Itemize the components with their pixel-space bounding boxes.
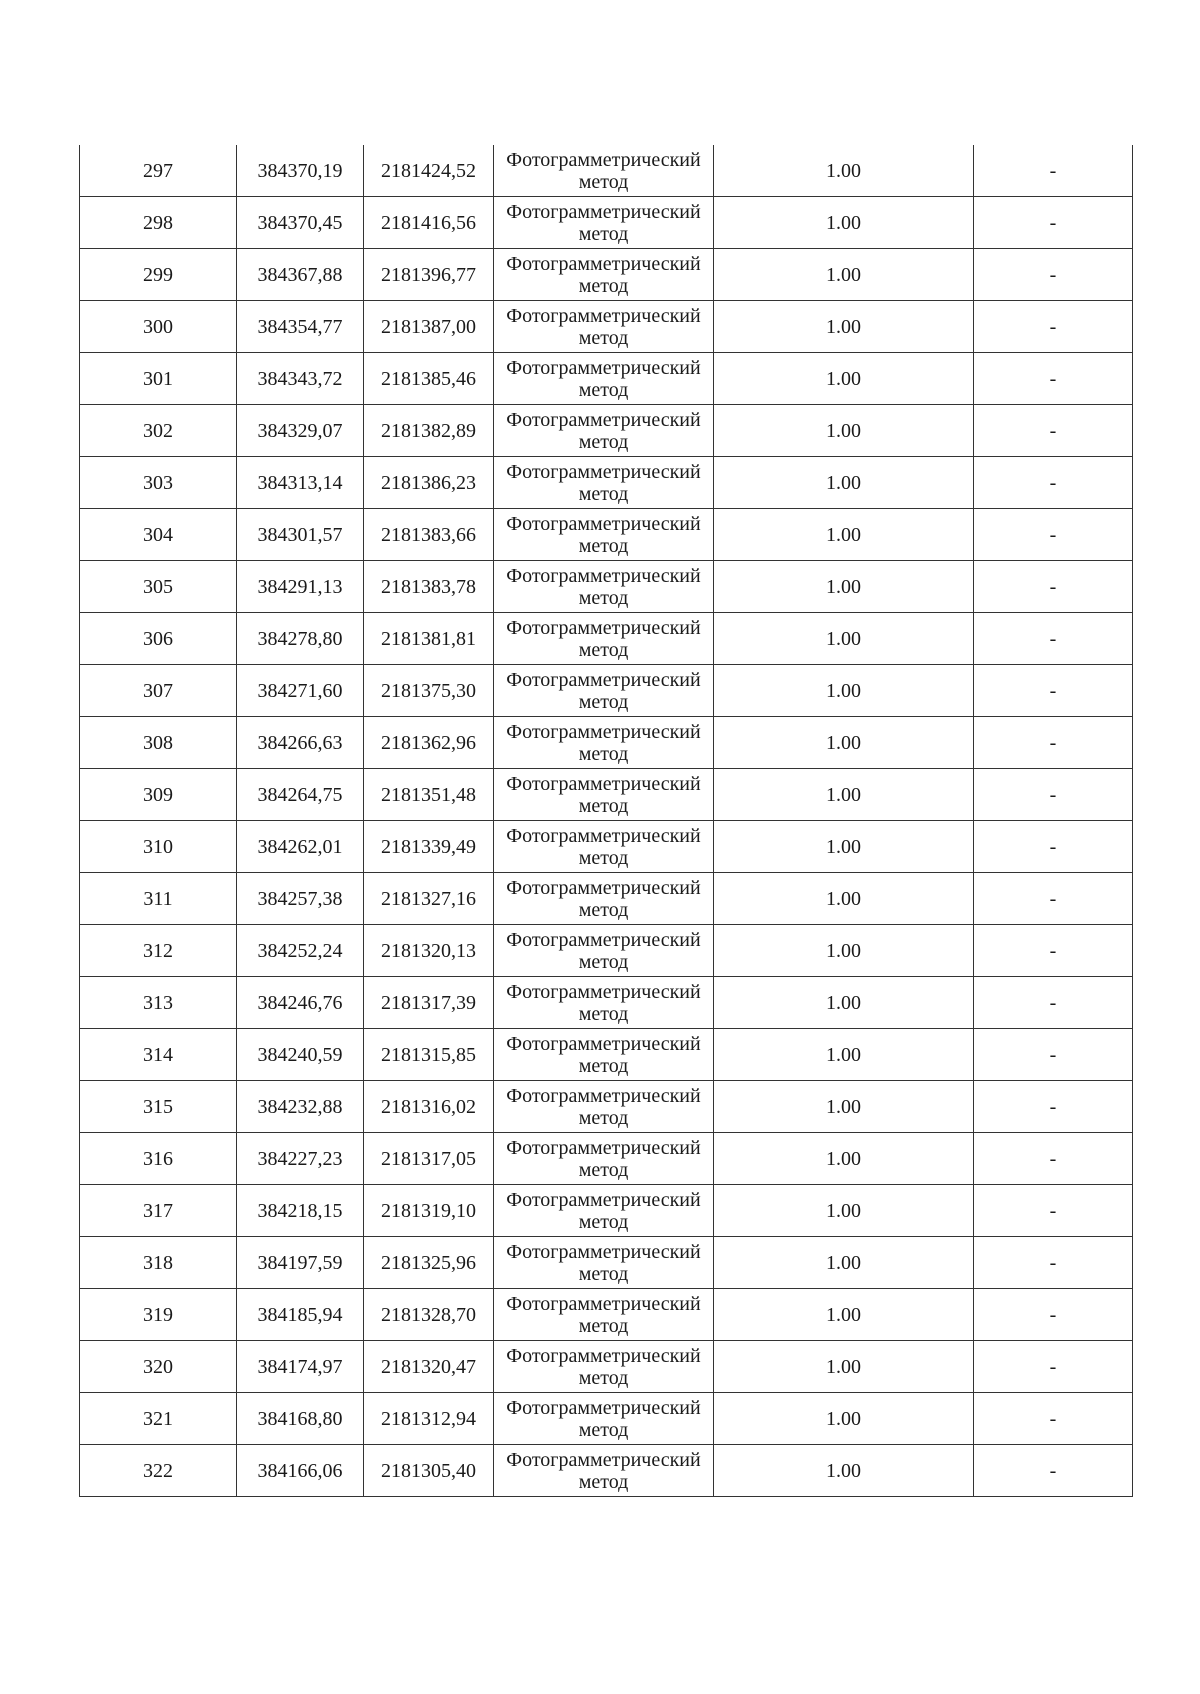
y-coordinate-cell: 2181305,40 xyxy=(364,1445,494,1497)
point-number-cell: 308 xyxy=(80,717,237,769)
method-cell xyxy=(494,561,714,613)
y-coordinate-cell: 2181362,96 xyxy=(364,717,494,769)
point-number-cell: 299 xyxy=(80,249,237,301)
x-coordinate-cell: 384271,60 xyxy=(237,665,364,717)
table-row xyxy=(80,457,1133,509)
point-number-cell: 314 xyxy=(80,1029,237,1081)
x-coordinate-cell: 384246,76 xyxy=(237,977,364,1029)
note-cell: - xyxy=(974,1133,1133,1185)
point-number-cell: 311 xyxy=(80,873,237,925)
method-line-2: метод xyxy=(578,326,629,349)
x-coordinate-cell: 384370,45 xyxy=(237,197,364,249)
y-coordinate-cell: 2181320,47 xyxy=(364,1341,494,1393)
accuracy-cell: 1.00 xyxy=(714,301,974,353)
method-line-1: Фотограмметрический xyxy=(506,1448,701,1471)
method-line-2: метод xyxy=(578,170,629,193)
accuracy-cell: 1.00 xyxy=(714,1081,974,1133)
method-line-1: Фотограмметрический xyxy=(506,1344,701,1367)
y-coordinate-cell: 2181382,89 xyxy=(364,405,494,457)
x-coordinate-cell: 384262,01 xyxy=(237,821,364,873)
y-coordinate-cell: 2181351,48 xyxy=(364,769,494,821)
y-coordinate-cell: 2181381,81 xyxy=(364,613,494,665)
method-line-2: метод xyxy=(578,898,629,921)
method-line-2: метод xyxy=(578,1418,629,1441)
method-line-1: Фотограмметрический xyxy=(506,876,701,899)
method-line-1: Фотограмметрический xyxy=(506,1136,701,1159)
method-line-2: метод xyxy=(578,846,629,869)
y-coordinate-cell: 2181328,70 xyxy=(364,1289,494,1341)
method-cell xyxy=(494,1393,714,1445)
method-line-2: метод xyxy=(578,1054,629,1077)
method-line-1: Фотограмметрический xyxy=(506,1032,701,1055)
note-cell: - xyxy=(974,301,1133,353)
table-row xyxy=(80,665,1133,717)
y-coordinate-cell: 2181386,23 xyxy=(364,457,494,509)
method-line-2: метод xyxy=(578,742,629,765)
accuracy-cell: 1.00 xyxy=(714,1393,974,1445)
note-cell: - xyxy=(974,145,1133,197)
table-row xyxy=(80,821,1133,873)
note-cell: - xyxy=(974,353,1133,405)
x-coordinate-cell: 384343,72 xyxy=(237,353,364,405)
x-coordinate-cell: 384291,13 xyxy=(237,561,364,613)
method-line-2: метод xyxy=(578,950,629,973)
x-coordinate-cell: 384278,80 xyxy=(237,613,364,665)
method-line-1: Фотограмметрический xyxy=(506,720,701,743)
point-number-cell: 319 xyxy=(80,1289,237,1341)
accuracy-cell: 1.00 xyxy=(714,405,974,457)
accuracy-cell: 1.00 xyxy=(714,145,974,197)
y-coordinate-cell: 2181424,52 xyxy=(364,145,494,197)
table-row xyxy=(80,1133,1133,1185)
method-cell xyxy=(494,1029,714,1081)
point-number-cell: 315 xyxy=(80,1081,237,1133)
x-coordinate-cell: 384232,88 xyxy=(237,1081,364,1133)
method-cell xyxy=(494,1341,714,1393)
method-line-2: метод xyxy=(578,1470,629,1493)
point-number-cell: 305 xyxy=(80,561,237,613)
method-line-1: Фотограмметрический xyxy=(506,148,701,171)
method-line-2: метод xyxy=(578,1210,629,1233)
point-number-cell: 301 xyxy=(80,353,237,405)
y-coordinate-cell: 2181316,02 xyxy=(364,1081,494,1133)
accuracy-cell: 1.00 xyxy=(714,665,974,717)
method-line-1: Фотограмметрический xyxy=(506,668,701,691)
method-cell xyxy=(494,925,714,977)
note-cell: - xyxy=(974,197,1133,249)
method-cell xyxy=(494,1133,714,1185)
coordinates-table xyxy=(79,145,1133,1497)
accuracy-cell: 1.00 xyxy=(714,925,974,977)
table-row xyxy=(80,1237,1133,1289)
method-line-2: метод xyxy=(578,274,629,297)
method-cell xyxy=(494,145,714,197)
method-line-2: метод xyxy=(578,534,629,557)
accuracy-cell: 1.00 xyxy=(714,457,974,509)
y-coordinate-cell: 2181317,05 xyxy=(364,1133,494,1185)
method-line-2: метод xyxy=(578,794,629,817)
table-row xyxy=(80,1185,1133,1237)
accuracy-cell: 1.00 xyxy=(714,1341,974,1393)
method-line-1: Фотограмметрический xyxy=(506,252,701,275)
method-line-1: Фотограмметрический xyxy=(506,928,701,951)
accuracy-cell: 1.00 xyxy=(714,717,974,769)
method-cell xyxy=(494,769,714,821)
method-line-1: Фотограмметрический xyxy=(506,460,701,483)
x-coordinate-cell: 384252,24 xyxy=(237,925,364,977)
method-cell xyxy=(494,301,714,353)
point-number-cell: 307 xyxy=(80,665,237,717)
method-line-2: метод xyxy=(578,1106,629,1129)
point-number-cell: 309 xyxy=(80,769,237,821)
table-row xyxy=(80,561,1133,613)
table-row xyxy=(80,977,1133,1029)
method-line-2: метод xyxy=(578,586,629,609)
table-row xyxy=(80,1029,1133,1081)
point-number-cell: 298 xyxy=(80,197,237,249)
x-coordinate-cell: 384168,80 xyxy=(237,1393,364,1445)
method-cell xyxy=(494,613,714,665)
x-coordinate-cell: 384227,23 xyxy=(237,1133,364,1185)
method-cell xyxy=(494,665,714,717)
x-coordinate-cell: 384174,97 xyxy=(237,1341,364,1393)
accuracy-cell: 1.00 xyxy=(714,1133,974,1185)
accuracy-cell: 1.00 xyxy=(714,1289,974,1341)
x-coordinate-cell: 384367,88 xyxy=(237,249,364,301)
method-line-2: метод xyxy=(578,378,629,401)
method-line-1: Фотограмметрический xyxy=(506,512,701,535)
note-cell: - xyxy=(974,1445,1133,1497)
method-cell xyxy=(494,509,714,561)
note-cell: - xyxy=(974,873,1133,925)
point-number-cell: 313 xyxy=(80,977,237,1029)
point-number-cell: 317 xyxy=(80,1185,237,1237)
y-coordinate-cell: 2181383,66 xyxy=(364,509,494,561)
accuracy-cell: 1.00 xyxy=(714,977,974,1029)
note-cell: - xyxy=(974,821,1133,873)
table-row xyxy=(80,301,1133,353)
method-line-2: метод xyxy=(578,1366,629,1389)
table-row xyxy=(80,613,1133,665)
table-row xyxy=(80,1081,1133,1133)
method-line-2: метод xyxy=(578,690,629,713)
point-number-cell: 312 xyxy=(80,925,237,977)
method-line-1: Фотограмметрический xyxy=(506,1084,701,1107)
table-row xyxy=(80,717,1133,769)
y-coordinate-cell: 2181325,96 xyxy=(364,1237,494,1289)
table-row xyxy=(80,145,1133,197)
note-cell: - xyxy=(974,1029,1133,1081)
method-cell xyxy=(494,353,714,405)
table-row xyxy=(80,405,1133,457)
method-cell xyxy=(494,249,714,301)
table-row xyxy=(80,197,1133,249)
method-cell xyxy=(494,197,714,249)
x-coordinate-cell: 384313,14 xyxy=(237,457,364,509)
table-row xyxy=(80,1445,1133,1497)
table-row xyxy=(80,353,1133,405)
note-cell: - xyxy=(974,1237,1133,1289)
method-line-2: метод xyxy=(578,430,629,453)
method-line-1: Фотограмметрический xyxy=(506,564,701,587)
note-cell: - xyxy=(974,977,1133,1029)
y-coordinate-cell: 2181319,10 xyxy=(364,1185,494,1237)
y-coordinate-cell: 2181416,56 xyxy=(364,197,494,249)
coordinates-table-body xyxy=(80,145,1133,1497)
method-line-1: Фотограмметрический xyxy=(506,356,701,379)
point-number-cell: 297 xyxy=(80,145,237,197)
x-coordinate-cell: 384257,38 xyxy=(237,873,364,925)
method-cell xyxy=(494,1445,714,1497)
method-line-2: метод xyxy=(578,482,629,505)
table-row xyxy=(80,925,1133,977)
y-coordinate-cell: 2181385,46 xyxy=(364,353,494,405)
method-line-2: метод xyxy=(578,1314,629,1337)
method-line-1: Фотограмметрический xyxy=(506,408,701,431)
method-line-1: Фотограмметрический xyxy=(506,772,701,795)
method-line-1: Фотограмметрический xyxy=(506,980,701,1003)
point-number-cell: 321 xyxy=(80,1393,237,1445)
note-cell: - xyxy=(974,561,1133,613)
accuracy-cell: 1.00 xyxy=(714,197,974,249)
y-coordinate-cell: 2181315,85 xyxy=(364,1029,494,1081)
accuracy-cell: 1.00 xyxy=(714,613,974,665)
method-line-2: метод xyxy=(578,1158,629,1181)
x-coordinate-cell: 384197,59 xyxy=(237,1237,364,1289)
accuracy-cell: 1.00 xyxy=(714,1445,974,1497)
point-number-cell: 310 xyxy=(80,821,237,873)
x-coordinate-cell: 384329,07 xyxy=(237,405,364,457)
accuracy-cell: 1.00 xyxy=(714,821,974,873)
method-line-1: Фотограмметрический xyxy=(506,1292,701,1315)
method-cell xyxy=(494,1237,714,1289)
note-cell: - xyxy=(974,769,1133,821)
method-cell xyxy=(494,1289,714,1341)
point-number-cell: 320 xyxy=(80,1341,237,1393)
x-coordinate-cell: 384264,75 xyxy=(237,769,364,821)
accuracy-cell: 1.00 xyxy=(714,1237,974,1289)
accuracy-cell: 1.00 xyxy=(714,1029,974,1081)
point-number-cell: 304 xyxy=(80,509,237,561)
y-coordinate-cell: 2181312,94 xyxy=(364,1393,494,1445)
method-cell xyxy=(494,1185,714,1237)
method-line-1: Фотограмметрический xyxy=(506,1240,701,1263)
y-coordinate-cell: 2181375,30 xyxy=(364,665,494,717)
note-cell: - xyxy=(974,613,1133,665)
method-line-1: Фотограмметрический xyxy=(506,1188,701,1211)
note-cell: - xyxy=(974,925,1133,977)
method-line-1: Фотограмметрический xyxy=(506,1396,701,1419)
method-cell xyxy=(494,717,714,769)
note-cell: - xyxy=(974,457,1133,509)
note-cell: - xyxy=(974,405,1133,457)
note-cell: - xyxy=(974,665,1133,717)
accuracy-cell: 1.00 xyxy=(714,873,974,925)
y-coordinate-cell: 2181339,49 xyxy=(364,821,494,873)
point-number-cell: 322 xyxy=(80,1445,237,1497)
y-coordinate-cell: 2181327,16 xyxy=(364,873,494,925)
note-cell: - xyxy=(974,249,1133,301)
y-coordinate-cell: 2181317,39 xyxy=(364,977,494,1029)
point-number-cell: 306 xyxy=(80,613,237,665)
table-row xyxy=(80,1341,1133,1393)
method-cell xyxy=(494,405,714,457)
table-row xyxy=(80,1393,1133,1445)
point-number-cell: 318 xyxy=(80,1237,237,1289)
accuracy-cell: 1.00 xyxy=(714,509,974,561)
method-cell xyxy=(494,457,714,509)
point-number-cell: 302 xyxy=(80,405,237,457)
note-cell: - xyxy=(974,1341,1133,1393)
x-coordinate-cell: 384166,06 xyxy=(237,1445,364,1497)
method-line-2: метод xyxy=(578,1002,629,1025)
method-line-2: метод xyxy=(578,638,629,661)
method-line-1: Фотограмметрический xyxy=(506,200,701,223)
method-line-2: метод xyxy=(578,1262,629,1285)
x-coordinate-cell: 384370,19 xyxy=(237,145,364,197)
table-row xyxy=(80,873,1133,925)
method-cell xyxy=(494,1081,714,1133)
note-cell: - xyxy=(974,1289,1133,1341)
point-number-cell: 316 xyxy=(80,1133,237,1185)
method-line-2: метод xyxy=(578,222,629,245)
method-line-1: Фотограмметрический xyxy=(506,616,701,639)
y-coordinate-cell: 2181320,13 xyxy=(364,925,494,977)
accuracy-cell: 1.00 xyxy=(714,1185,974,1237)
point-number-cell: 300 xyxy=(80,301,237,353)
point-number-cell: 303 xyxy=(80,457,237,509)
note-cell: - xyxy=(974,1081,1133,1133)
x-coordinate-cell: 384185,94 xyxy=(237,1289,364,1341)
x-coordinate-cell: 384266,63 xyxy=(237,717,364,769)
note-cell: - xyxy=(974,717,1133,769)
x-coordinate-cell: 384301,57 xyxy=(237,509,364,561)
method-cell xyxy=(494,873,714,925)
table-row xyxy=(80,769,1133,821)
method-cell xyxy=(494,821,714,873)
method-line-1: Фотограмметрический xyxy=(506,304,701,327)
method-cell xyxy=(494,977,714,1029)
accuracy-cell: 1.00 xyxy=(714,561,974,613)
note-cell: - xyxy=(974,1185,1133,1237)
table-row xyxy=(80,1289,1133,1341)
x-coordinate-cell: 384218,15 xyxy=(237,1185,364,1237)
table-row xyxy=(80,509,1133,561)
y-coordinate-cell: 2181396,77 xyxy=(364,249,494,301)
x-coordinate-cell: 384354,77 xyxy=(237,301,364,353)
y-coordinate-cell: 2181387,00 xyxy=(364,301,494,353)
x-coordinate-cell: 384240,59 xyxy=(237,1029,364,1081)
method-line-1: Фотограмметрический xyxy=(506,824,701,847)
note-cell: - xyxy=(974,509,1133,561)
accuracy-cell: 1.00 xyxy=(714,353,974,405)
accuracy-cell: 1.00 xyxy=(714,769,974,821)
note-cell: - xyxy=(974,1393,1133,1445)
y-coordinate-cell: 2181383,78 xyxy=(364,561,494,613)
accuracy-cell: 1.00 xyxy=(714,249,974,301)
table-row xyxy=(80,249,1133,301)
